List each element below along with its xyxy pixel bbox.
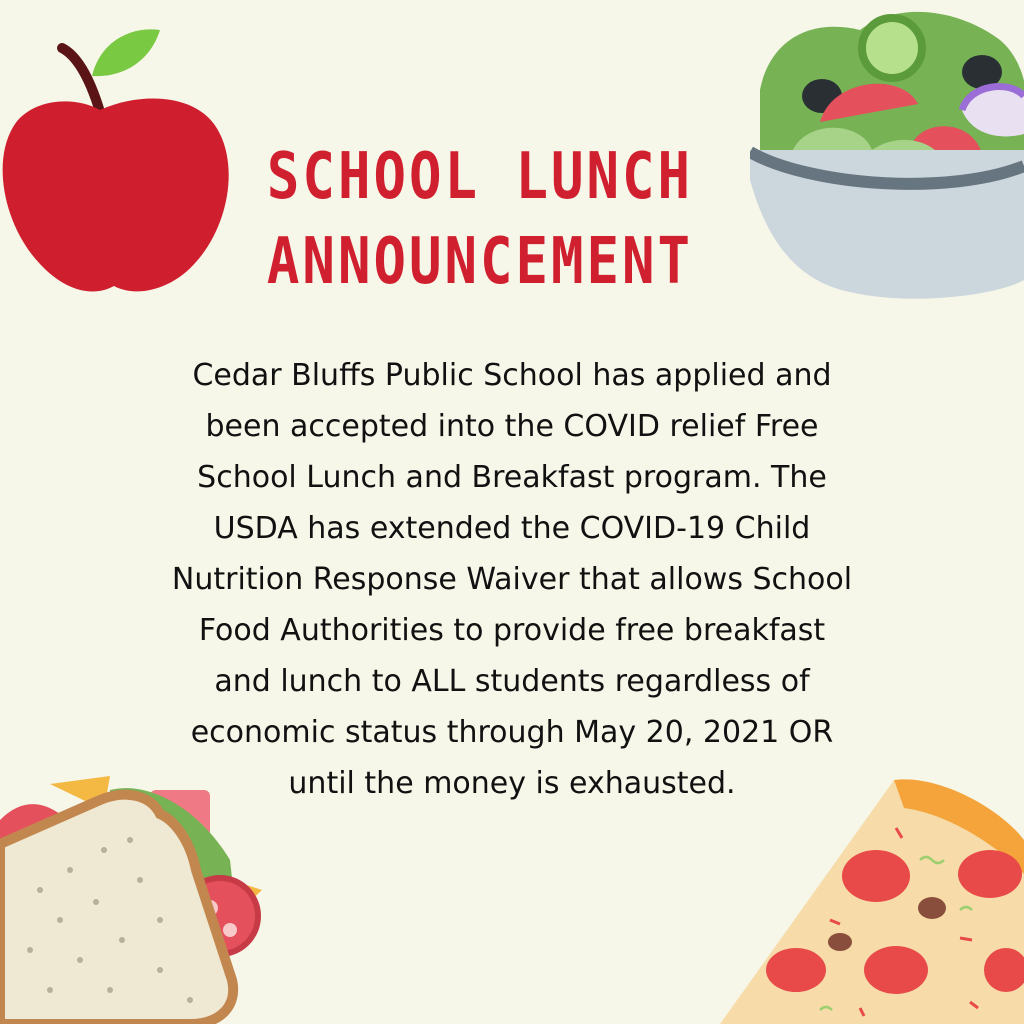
body-line: until the money is exhausted. (288, 766, 736, 801)
title-line-2: ANNOUNCEMENT (266, 224, 694, 299)
body-line: economic status through May 20, 2021 OR (190, 715, 834, 750)
body-line: and lunch to ALL students regardless of (214, 664, 810, 699)
title-line-1: SCHOOL LUNCH (266, 139, 694, 214)
body-line: School Lunch and Breakfast program. The (197, 460, 827, 495)
body-line: Food Authorities to provide free breakfast (198, 613, 826, 648)
body-line: USDA has extended the COVID-19 Child (213, 511, 811, 546)
body-line: been accepted into the COVID relief Free (205, 409, 819, 444)
body-line: Nutrition Response Waiver that allows School (171, 562, 853, 597)
salad-bowl-icon (750, 0, 1024, 302)
body-line: Cedar Bluffs Public School has applied and (192, 358, 832, 393)
announcement-body (92, 350, 932, 809)
